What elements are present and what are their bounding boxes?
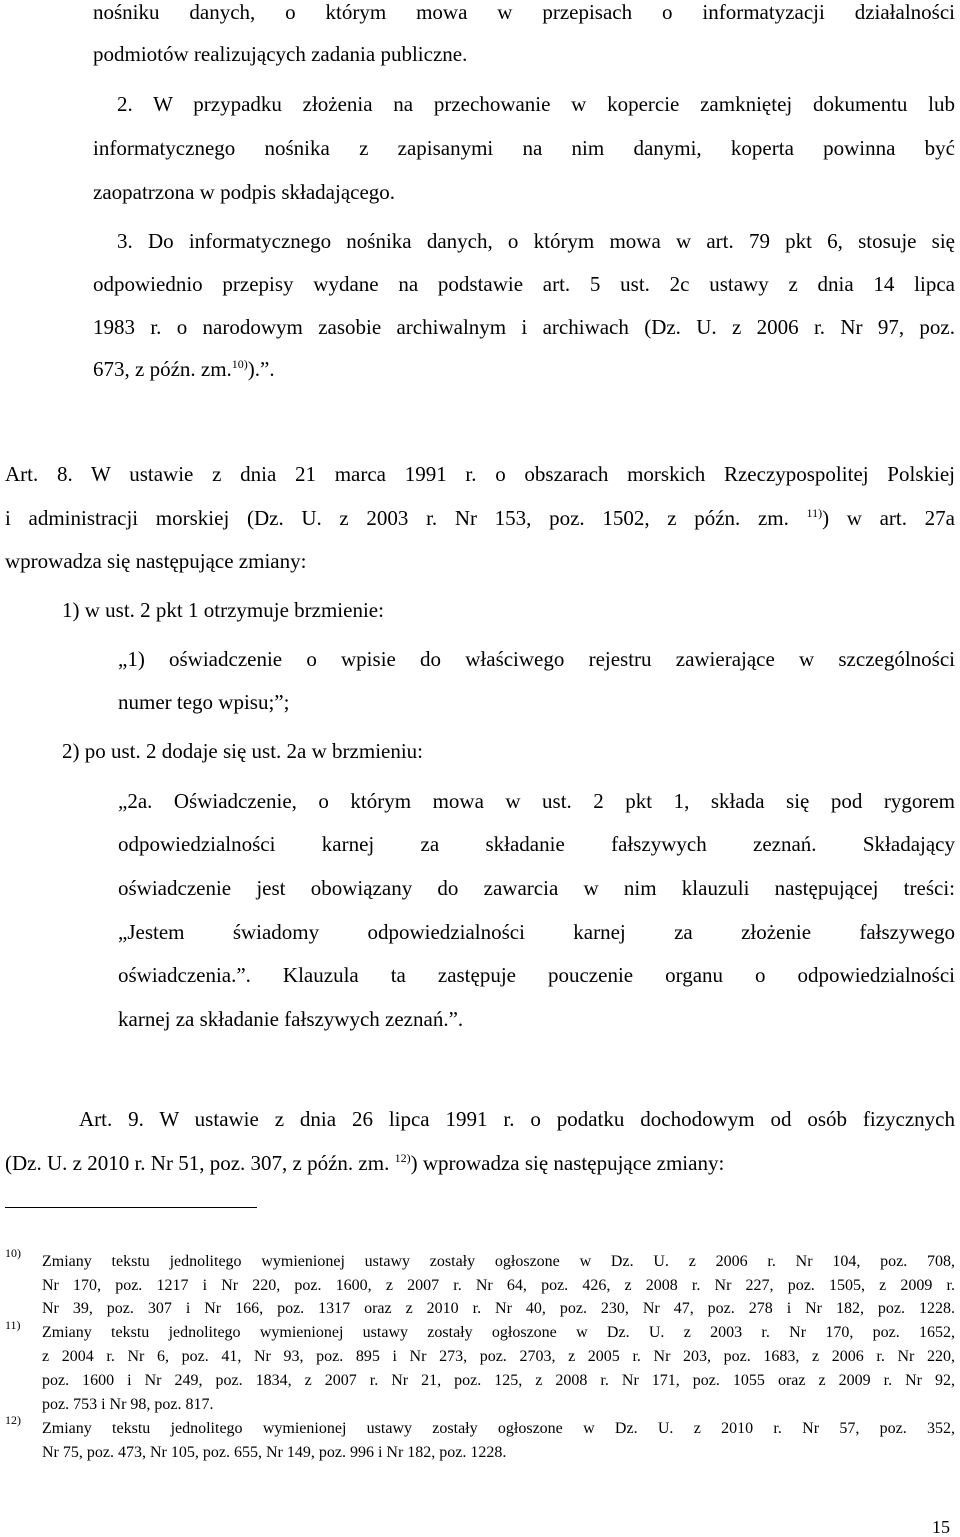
footnote-ref: 11) — [806, 506, 823, 520]
quote-line: odpowiedzialności karnej za składanie fałszywych zeznań. Składający — [118, 832, 955, 856]
list-item: 2) po ust. 2 dodaje się ust. 2a w brzmieniu: — [62, 739, 424, 763]
article-line — [5, 1151, 724, 1175]
body-line: 1983 r. o narodowym zasobie archiwalnym i archiwach (Dz. U. z 2006 r. Nr 97, poz. — [93, 315, 955, 339]
footnote-ref: 12) — [394, 1151, 411, 1165]
quote-line: oświadczenia.”. Klauzula ta zastępuje pouczenie organu o odpowiedzialności — [118, 963, 955, 987]
body-line — [93, 357, 275, 381]
quote-line: karnej za składanie fałszywych zeznań.”. — [118, 1007, 464, 1031]
body-line: nośniku danych, o którym mowa w przepisach o informatyzacji działalności — [93, 0, 955, 24]
list-item: 1) w ust. 2 pkt 1 otrzymuje brzmienie: — [62, 598, 384, 622]
footnote-line: z 2004 r. Nr 6, poz. 41, Nr 93, poz. 895 i Nr 273, poz. 2703, z 2005 r. Nr 203, poz. 1683, z 2006 r. Nr 220, — [42, 1348, 955, 1365]
quote-line: numer tego wpisu;”; — [118, 690, 290, 714]
footnote-mark: 11) — [5, 1318, 21, 1332]
footnote-mark: 12) — [5, 1413, 21, 1427]
body-line-tail: ).”. — [247, 357, 275, 381]
page-number: 15 — [932, 1517, 950, 1537]
body-line: odpowiednio przepisy wydane na podstawie art. 5 ust. 2c ustawy z dnia 14 lipca — [93, 272, 955, 296]
article-line: Art. 9. W ustawie z dnia 26 lipca 1991 r. o podatku dochodowym od osób fizycznych — [79, 1107, 955, 1131]
footnote-line: Nr 39, poz. 307 i Nr 166, poz. 1317 oraz z 2010 r. Nr 40, poz. 230, Nr 47, poz. 278 i Nr 182, poz. 1228. — [42, 1300, 955, 1317]
footnote-mark: 10) — [5, 1246, 21, 1260]
quote-line: „2a. Oświadczenie, o którym mowa w ust. 2 pkt 1, składa się pod rygorem — [118, 789, 955, 813]
footnote-line: poz. 1600 i Nr 249, poz. 1834, z 2007 r. Nr 21, poz. 125, z 2008 r. Nr 171, poz. 1055 oraz z 2009 r. Nr 92, — [42, 1372, 955, 1389]
footnote-line: Zmiany tekstu jednolitego wymienionej ustawy zostały ogłoszone w Dz. U. z 2010 r. Nr 57, poz. 352, — [42, 1420, 955, 1437]
article-line: wprowadza się następujące zmiany: — [5, 549, 307, 573]
footnote-ref: 10) — [231, 357, 248, 371]
body-line: podmiotów realizujących zadania publiczne. — [93, 42, 468, 66]
body-line-tail: ) w art. 27a — [822, 506, 955, 530]
footnote-line: poz. 753 i Nr 98, poz. 817. — [42, 1396, 214, 1413]
quote-line: oświadczenie jest obowiązany do zawarcia w nim klauzuli następującej treści: — [118, 876, 955, 900]
footnote-line: Nr 170, poz. 1217 i Nr 220, poz. 1600, z 2007 r. Nr 64, poz. 426, z 2008 r. Nr 227, poz. 1505, z 2009 r. — [42, 1277, 955, 1294]
footnote-line: Nr 75, poz. 473, Nr 105, poz. 655, Nr 149, poz. 996 i Nr 182, poz. 1228. — [42, 1444, 507, 1461]
quote-line: „Jestem świadomy odpowiedzialności karnej za złożenie fałszywego — [118, 920, 955, 944]
body-line-text: i administracji morskiej (Dz. U. z 2003 r. Nr 153, poz. 1502, z późn. zm. — [5, 506, 789, 530]
footnote-line: Zmiany tekstu jednolitego wymienionej ustawy zostały ogłoszone w Dz. U. z 2006 r. Nr 104, poz. 708, — [42, 1253, 955, 1270]
article-line — [5, 506, 955, 530]
body-line: 2. W przypadku złożenia na przechowanie w kopercie zamkniętej dokumentu lub — [117, 92, 955, 116]
footnote-line: Zmiany tekstu jednolitego wymienionej ustawy zostały ogłoszone w Dz. U. z 2003 r. Nr 170, poz. 1652, — [42, 1324, 955, 1341]
article-line: Art. 8. W ustawie z dnia 21 marca 1991 r. o obszarach morskich Rzeczypospolitej Polskiej — [5, 462, 955, 486]
body-line: zaopatrzona w podpis składającego. — [93, 180, 396, 204]
footnote-separator — [5, 1207, 257, 1208]
body-line-text: (Dz. U. z 2010 r. Nr 51, poz. 307, z późn. zm. — [5, 1151, 390, 1175]
body-line: informatycznego nośnika z zapisanymi na nim danymi, koperta powinna być — [93, 136, 955, 160]
body-line: 3. Do informatycznego nośnika danych, o którym mowa w art. 79 pkt 6, stosuje się — [117, 229, 955, 253]
quote-line: „1) oświadczenie o wpisie do właściwego rejestru zawierające w szczególności — [118, 647, 955, 671]
body-line-text: 673, z późn. zm. — [93, 357, 232, 381]
body-line-tail: ) wprowadza się następujące zmiany: — [410, 1151, 725, 1175]
